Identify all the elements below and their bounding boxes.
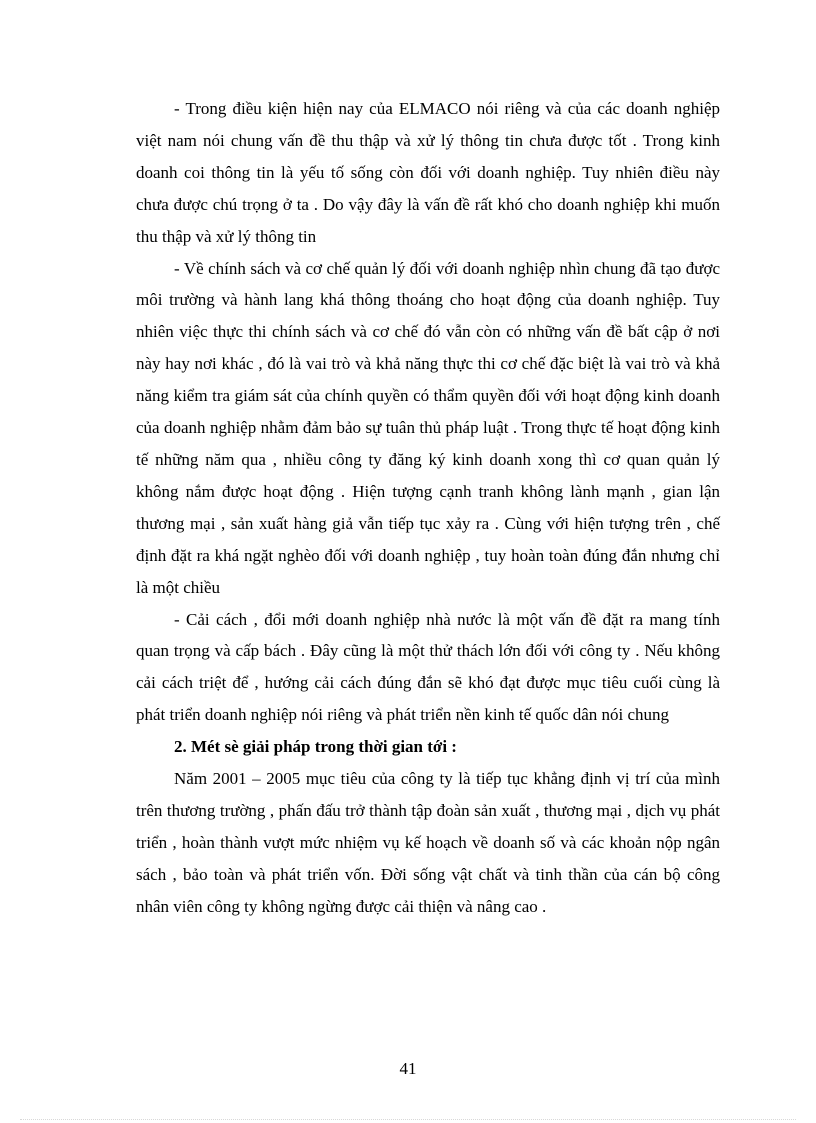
page-body xyxy=(136,93,720,923)
paragraph-information-processing: - Trong điều kiện hiện nay của ELMACO nói riêng và của các doanh nghiệp việt nam nói chung vấn đề thu thập và xử lý thông tin chưa được tốt . Trong kinh doanh coi thông tin là yếu tố sống còn đối với doanh nghiệp. Tuy nhiên điều này chưa được chú trọng ở ta . Do vậy đây là vấn đề rất khó cho doanh nghiệp khi muốn thu thập và xử lý thông tin xyxy=(136,99,720,246)
footer-divider xyxy=(20,1119,796,1120)
paragraph-company-objectives: Năm 2001 – 2005 mục tiêu của công ty là tiếp tục khẳng định vị trí của mình trên thương trường , phấn đấu trở thành tập đoàn sản xuất , thương mại , dịch vụ phát triển , hoàn thành vượt mức nhiệm vụ kế hoạch về doanh số và các khoản nộp ngân sách , bảo toàn và phát triển vốn. Đời sống vật chất và tinh thần của cán bộ công nhân viên công ty không ngừng được cải thiện và nâng cao . xyxy=(136,769,720,916)
page-number: 41 xyxy=(399,1059,417,1078)
section-heading: 2. Mét sè giải pháp trong thời gian tới : xyxy=(174,737,457,757)
paragraph-state-enterprise-reform: - Cải cách , đổi mới doanh nghiệp nhà nước là một vấn đề đặt ra mang tính quan trọng và cấp bách . Đây cũng là một thử thách lớn đối với công ty . Nếu không cải cách triệt để , hướng cải cách đúng đắn sẽ khó đạt được mục tiêu cuối cùng là phát triển doanh nghiệp nói riêng và phát triển nền kinh tế quốc dân nói chung xyxy=(136,609,720,725)
paragraph-policy-mechanism: - Về chính sách và cơ chế quản lý đối với doanh nghiệp nhìn chung đã tạo được môi trường và hành lang khá thông thoáng cho hoạt động của doanh nghiệp. Tuy nhiên việc thực thi chính sách và cơ chế đó vẫn còn có những vấn đề bất cập ở nơi này hay nơi khác , đó là vai trò và khả năng thực thi cơ chế đặc biệt là vai trò và khả năng kiểm tra giám sát của chính quyền có thẩm quyền đối với hoạt động kinh doanh của doanh nghiệp nhằm đảm bảo sự tuân thủ pháp luật . Trong thực tế hoạt động kinh tế những năm qua , nhiều công ty đăng ký kinh doanh xong thì cơ quan quản lý không nắm được hoạt động . Hiện tượng cạnh tranh không lành mạnh , gian lận thương mại , sản xuất hàng giả vẫn tiếp tục xảy ra . Cùng với hiện tượng trên , chế định đặt ra khá ngặt nghèo đối với doanh nghiệp , tuy hoàn toàn đúng đắn nhưng chỉ là một chiều xyxy=(136,258,720,597)
